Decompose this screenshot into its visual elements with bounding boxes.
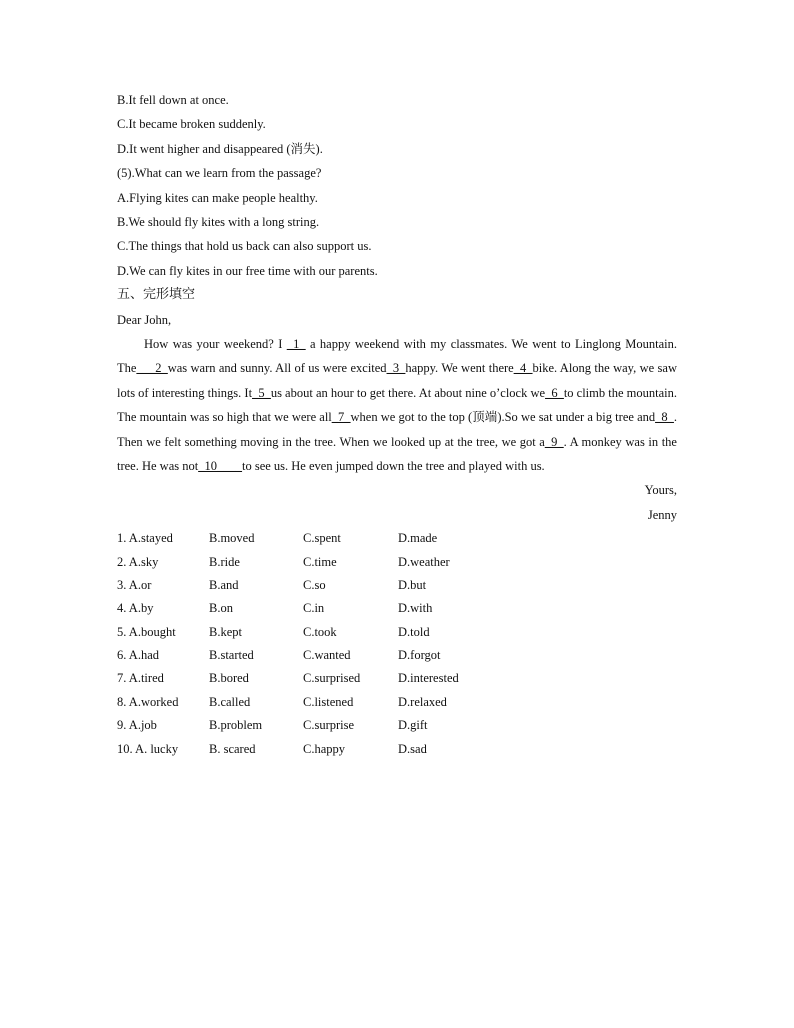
letter-text: us about an hour to get there. At about nine o’clock we <box>270 385 546 400</box>
letter-text: bike. Along the way, we saw lots of interesting things. It <box>117 361 677 400</box>
letter-text: . A monkey was in the tree. He was not <box>117 434 677 473</box>
choice-option: B.on <box>209 601 233 616</box>
cloze-blank: _7_ <box>331 410 351 425</box>
choice-option: C.so <box>303 577 326 592</box>
option-line: D.We can fly kites in our free time with our parents. <box>117 263 378 278</box>
choice-option: C.wanted <box>303 648 351 663</box>
choice-option: C.time <box>303 554 337 569</box>
choice-option: B.and <box>209 577 239 592</box>
letter-text: . Then we felt something moving in the tree. When we looked up at the tree, we got a <box>117 410 677 449</box>
letter-text: to see us. He even jumped down the tree and played with us. <box>241 458 545 473</box>
letter-text: when we got to the top (顶端).So we sat under a big tree and <box>350 410 656 425</box>
choice-option: 1. A.stayed <box>117 531 173 546</box>
cloze-blank: _4_ <box>513 361 533 376</box>
choice-option: 2. A.sky <box>117 554 159 569</box>
choice-option: B.started <box>209 648 254 663</box>
letter-body <box>117 332 677 478</box>
choice-option: 8. A.worked <box>117 694 179 709</box>
choice-option: C.in <box>303 601 325 616</box>
choice-row <box>117 691 677 714</box>
choice-option: 7. A.tired <box>117 671 164 686</box>
choice-option: B. scared <box>209 741 256 756</box>
choice-row <box>117 551 677 574</box>
choice-option: B.bored <box>209 671 249 686</box>
option-line: C.It became broken suddenly. <box>117 117 266 132</box>
letter-salutation: Dear John, <box>117 312 172 327</box>
choice-option: B.kept <box>209 624 242 639</box>
choice-option: D.interested <box>398 671 459 686</box>
choice-option: D.forgot <box>398 648 441 663</box>
option-line: D.It went higher and disappeared (消失). <box>117 141 323 156</box>
cloze-blank: _1_ <box>286 336 306 351</box>
choice-option: C.spent <box>303 531 341 546</box>
cloze-blank: _8_ <box>655 410 674 425</box>
cloze-choices <box>117 527 677 761</box>
letter-text: a happy weekend with my classmates. We went to Linglong Mountain. The <box>117 336 677 376</box>
cloze-blank: _10____ <box>198 458 242 473</box>
choice-option: 3. A.or <box>117 577 152 592</box>
choice-row <box>117 621 677 644</box>
letter-text: was warn and sunny. All of us were excited <box>167 361 387 376</box>
choice-option: 4. A.by <box>117 601 154 616</box>
cloze-blank: ___2_ <box>136 361 168 376</box>
choice-row <box>117 527 677 550</box>
choice-option: D.sad <box>398 741 427 756</box>
option-line: C.The things that hold us back can also support us. <box>117 239 372 254</box>
letter-text: to climb the mountain. The mountain was so high that we were all <box>117 385 677 425</box>
choice-option: C.listened <box>303 694 354 709</box>
choice-option: C.surprise <box>303 718 355 733</box>
choice-row <box>117 644 677 667</box>
choice-option: D.gift <box>398 718 428 733</box>
letter <box>117 308 677 528</box>
choice-option: B.called <box>209 694 251 709</box>
letter-text: How was your weekend? I <box>144 336 287 351</box>
question-stem: (5).What can we learn from the passage? <box>117 166 322 181</box>
letter-text: happy. We went there <box>405 361 514 376</box>
choice-row <box>117 738 677 761</box>
document-page <box>117 88 677 761</box>
letter-signature: Jenny <box>647 507 677 522</box>
choice-option: B.moved <box>209 531 255 546</box>
choice-option: B.ride <box>209 554 240 569</box>
question-5 <box>117 161 677 283</box>
cloze-blank: _5_ <box>252 385 271 400</box>
choice-row <box>117 714 677 737</box>
cloze-blank: _9_ <box>544 434 564 449</box>
choice-option: D.told <box>398 624 430 639</box>
choice-option: D.weather <box>398 554 450 569</box>
choice-option: 6. A.had <box>117 648 160 663</box>
choice-option: D.but <box>398 577 427 592</box>
previous-question-options <box>117 88 677 161</box>
choice-option: D.made <box>398 531 438 546</box>
choice-row <box>117 667 677 690</box>
cloze-blank: _3_ <box>386 361 406 376</box>
choice-option: C.took <box>303 624 337 639</box>
choice-option: B.problem <box>209 718 263 733</box>
choice-option: 9. A.job <box>117 718 157 733</box>
option-line: A.Flying kites can make people healthy. <box>117 190 318 205</box>
choice-option: D.relaxed <box>398 694 447 709</box>
choice-option: 5. A.bought <box>117 624 176 639</box>
choice-row <box>117 597 677 620</box>
section-title: 五、完形填空 <box>117 287 196 303</box>
choice-option: C.surprised <box>303 671 361 686</box>
option-line: B.We should fly kites with a long string. <box>117 214 320 229</box>
cloze-blank: _6_ <box>545 385 564 400</box>
letter-closing: Yours, <box>644 483 677 498</box>
choice-option: 10. A. lucky <box>117 741 179 756</box>
option-line: B.It fell down at once. <box>117 93 229 107</box>
choice-row <box>117 574 677 597</box>
choice-option: D.with <box>398 601 433 616</box>
choice-option: C.happy <box>303 741 346 756</box>
